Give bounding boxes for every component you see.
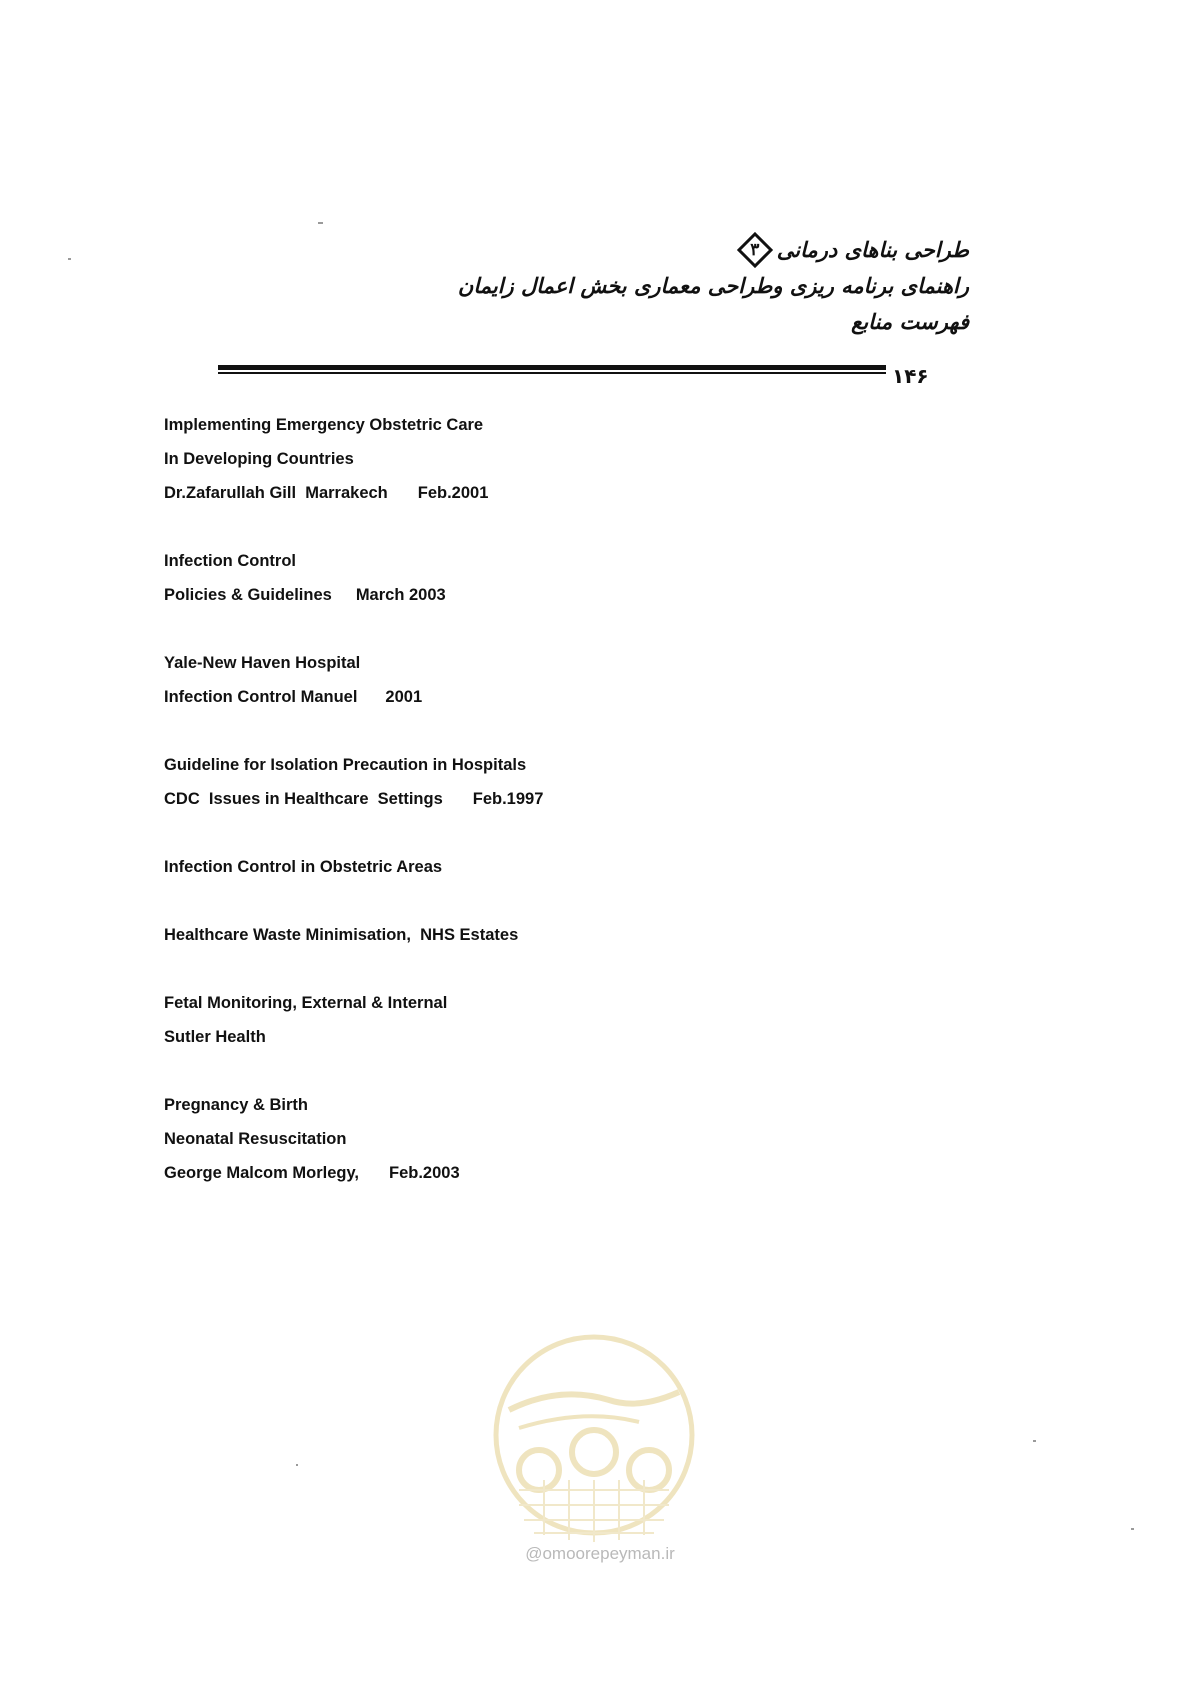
reference-text: Infection Control: [164, 552, 296, 570]
reference-line: [164, 1156, 864, 1190]
reference-entry: [164, 986, 864, 1054]
reference-line: [164, 1020, 864, 1054]
reference-entry: [164, 408, 864, 510]
scan-speck: [1033, 1440, 1036, 1442]
reference-text: Infection Control Manuel: [164, 688, 358, 706]
reference-line: [164, 442, 864, 476]
scan-speck: [1131, 1528, 1134, 1530]
reference-line: [164, 680, 864, 714]
entry-spacer: [164, 510, 864, 544]
entry-spacer: [164, 714, 864, 748]
watermark-logo: [489, 1330, 699, 1560]
reference-date: Feb.2001: [417, 484, 489, 502]
book-title: [458, 232, 969, 268]
reference-date: Feb.1997: [472, 790, 544, 808]
entry-spacer: [164, 1054, 864, 1088]
entry-spacer: [164, 816, 864, 850]
reference-line: [164, 476, 864, 510]
book-subtitle: راهنمای برنامه ریزی وطراحی معماری بخش اعمال زایمان: [457, 273, 969, 298]
reference-line: [164, 748, 864, 782]
entry-spacer: [164, 952, 864, 986]
reference-date: Feb.2003: [389, 1164, 460, 1182]
scan-speck: [318, 222, 323, 224]
reference-text: Dr.Zafarullah Gill Marrakech: [164, 484, 388, 502]
reference-line: [164, 850, 864, 884]
reference-line: [164, 1088, 864, 1122]
reference-text: Yale-New Haven Hospital: [164, 654, 361, 672]
reference-entry: [164, 850, 864, 884]
reference-text: Neonatal Resuscitation: [164, 1130, 347, 1148]
reference-text: Healthcare Waste Minimisation, NHS Estates: [164, 926, 519, 944]
header-rule-thin: [218, 372, 886, 374]
reference-text: Pregnancy & Birth: [164, 1096, 308, 1114]
reference-date: March 2003: [355, 586, 446, 604]
reference-text: Sutler Health: [164, 1028, 266, 1046]
header-rule: [218, 365, 886, 370]
reference-entry: [164, 1088, 864, 1190]
reference-line: [164, 986, 864, 1020]
reference-line: [164, 1122, 864, 1156]
reference-text: Infection Control in Obstetric Areas: [164, 858, 443, 876]
reference-text: Fetal Monitoring, External & Internal: [164, 994, 448, 1012]
reference-text: In Developing Countries: [164, 450, 354, 468]
reference-line: [164, 918, 864, 952]
reference-line: [164, 578, 864, 612]
reference-line: [164, 782, 864, 816]
reference-line: [164, 544, 864, 578]
entry-spacer: [164, 884, 864, 918]
scan-speck: [68, 258, 71, 260]
entry-spacer: [164, 612, 864, 646]
volume-badge: [737, 232, 773, 268]
references-list: [164, 408, 864, 1190]
watermark-site: @omoorepeyman.ir: [525, 1544, 675, 1563]
scan-speck: [296, 1464, 298, 1466]
reference-entry: [164, 544, 864, 612]
reference-entry: [164, 748, 864, 816]
reference-line: [164, 646, 864, 680]
book-title-text: طراحی بناهای درمانی: [776, 237, 969, 262]
reference-text: CDC Issues in Healthcare Settings: [164, 790, 443, 808]
reference-line: [164, 408, 864, 442]
volume-number: ۳: [750, 240, 760, 260]
reference-text: Guideline for Isolation Precaution in Hospitals: [164, 756, 527, 774]
reference-entry: [164, 646, 864, 714]
reference-text: George Malcom Morlegy,: [164, 1164, 359, 1182]
reference-entry: [164, 918, 864, 952]
page-number: ۱۴۶: [892, 364, 929, 388]
section-title: فهرست منابع: [851, 309, 969, 334]
reference-text: Implementing Emergency Obstetric Care: [164, 416, 484, 434]
reference-text: Policies & Guidelines: [164, 586, 332, 604]
reference-date: 2001: [385, 688, 423, 706]
page-header: [458, 232, 969, 340]
